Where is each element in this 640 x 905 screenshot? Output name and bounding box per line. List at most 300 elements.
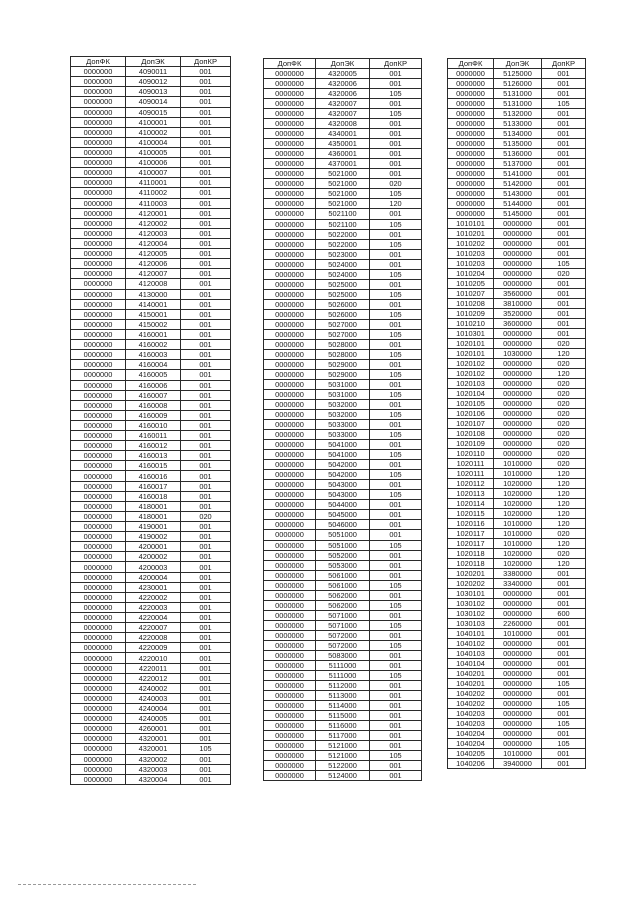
cell-fk: 1020103 xyxy=(448,379,494,389)
cell-ek: 5112000 xyxy=(316,680,370,690)
cell-kr: 001 xyxy=(370,139,422,149)
cell-fk: 0000000 xyxy=(71,188,126,198)
cell-kr: 001 xyxy=(542,309,586,319)
cell-fk: 0000000 xyxy=(264,79,316,89)
cell-ek: 5021000 xyxy=(316,179,370,189)
cell-fk: 0000000 xyxy=(71,350,126,360)
cell-fk: 0000000 xyxy=(71,87,126,97)
table-row xyxy=(264,480,422,490)
table-row xyxy=(448,549,586,559)
cell-kr: 020 xyxy=(542,379,586,389)
cell-fk: 1020118 xyxy=(448,559,494,569)
column-header-ek: ДопЭК xyxy=(126,57,181,67)
cell-ek: 4320007 xyxy=(316,109,370,119)
table-row xyxy=(71,592,231,602)
table-row xyxy=(448,499,586,509)
cell-kr: 001 xyxy=(370,530,422,540)
cell-ek: 1020000 xyxy=(494,499,542,509)
cell-fk: 1040206 xyxy=(448,759,494,769)
cell-kr: 001 xyxy=(181,390,231,400)
cell-ek: 5033000 xyxy=(316,420,370,430)
cell-ek: 5111000 xyxy=(316,660,370,670)
table-row xyxy=(71,481,231,491)
cell-ek: 5046000 xyxy=(316,520,370,530)
column-header-kr: ДопКР xyxy=(370,59,422,69)
cell-ek: 4180001 xyxy=(126,511,181,521)
cell-kr: 001 xyxy=(370,500,422,510)
cell-fk: 0000000 xyxy=(264,339,316,349)
table-row xyxy=(264,410,422,420)
cell-fk: 0000000 xyxy=(71,602,126,612)
cell-ek: 4220004 xyxy=(126,613,181,623)
cell-kr: 001 xyxy=(370,420,422,430)
cell-fk: 0000000 xyxy=(264,99,316,109)
table-row xyxy=(264,650,422,660)
cell-ek: 0000000 xyxy=(494,609,542,619)
cell-kr: 001 xyxy=(542,129,586,139)
cell-ek: 4220010 xyxy=(126,653,181,663)
cell-ek: 4120006 xyxy=(126,259,181,269)
cell-kr: 001 xyxy=(181,360,231,370)
table-row xyxy=(71,714,231,724)
table-row xyxy=(448,169,586,179)
cell-kr: 001 xyxy=(181,754,231,764)
cell-fk: 0000000 xyxy=(71,380,126,390)
cell-kr: 001 xyxy=(181,542,231,552)
table-row xyxy=(71,734,231,744)
cell-ek: 4320001 xyxy=(126,744,181,754)
cell-fk: 0000000 xyxy=(71,208,126,218)
table-row xyxy=(448,469,586,479)
cell-fk: 0000000 xyxy=(448,199,494,209)
cell-fk: 1020104 xyxy=(448,389,494,399)
cell-kr: 120 xyxy=(542,489,586,499)
cell-fk: 0000000 xyxy=(264,179,316,189)
cell-kr: 020 xyxy=(542,529,586,539)
cell-fk: 0000000 xyxy=(264,650,316,660)
cell-ek: 4100005 xyxy=(126,147,181,157)
cell-fk: 0000000 xyxy=(264,751,316,761)
cell-fk: 0000000 xyxy=(71,511,126,521)
cell-fk: 1040202 xyxy=(448,699,494,709)
cell-kr: 001 xyxy=(370,79,422,89)
cell-fk: 1040102 xyxy=(448,639,494,649)
table-row xyxy=(71,127,231,137)
cell-fk: 0000000 xyxy=(264,560,316,570)
table-row xyxy=(448,559,586,569)
cell-kr: 001 xyxy=(370,259,422,269)
cell-ek: 4220008 xyxy=(126,633,181,643)
table-row xyxy=(264,470,422,480)
table-row xyxy=(448,599,586,609)
table-row xyxy=(71,107,231,117)
table-row xyxy=(71,582,231,592)
column-header-fk: ДопФК xyxy=(264,59,316,69)
table-row xyxy=(264,169,422,179)
cell-kr: 001 xyxy=(542,219,586,229)
table-row xyxy=(448,589,586,599)
table-row xyxy=(264,690,422,700)
table-row xyxy=(71,158,231,168)
table-row xyxy=(264,640,422,650)
cell-fk: 0000000 xyxy=(264,550,316,560)
cell-kr: 105 xyxy=(370,580,422,590)
cell-ek: 5121000 xyxy=(316,741,370,751)
cell-fk: 0000000 xyxy=(71,491,126,501)
cell-ek: 4160013 xyxy=(126,451,181,461)
cell-fk: 0000000 xyxy=(71,400,126,410)
table-row xyxy=(264,701,422,711)
cell-ek: 5062000 xyxy=(316,600,370,610)
cell-kr: 001 xyxy=(181,734,231,744)
cell-ek: 0000000 xyxy=(494,689,542,699)
cell-ek: 5024000 xyxy=(316,259,370,269)
cell-fk: 0000000 xyxy=(448,129,494,139)
cell-ek: 4220012 xyxy=(126,673,181,683)
cell-fk: 0000000 xyxy=(264,440,316,450)
table-row xyxy=(264,570,422,580)
cell-kr: 001 xyxy=(370,630,422,640)
cell-ek: 4090014 xyxy=(126,97,181,107)
cell-fk: 0000000 xyxy=(264,299,316,309)
cell-kr: 020 xyxy=(542,429,586,439)
cell-ek: 1020000 xyxy=(494,549,542,559)
cell-ek: 0000000 xyxy=(494,409,542,419)
cell-kr: 001 xyxy=(370,249,422,259)
cell-fk: 1040202 xyxy=(448,689,494,699)
cell-ek: 4160001 xyxy=(126,329,181,339)
cell-fk: 0000000 xyxy=(264,209,316,219)
table-row xyxy=(264,670,422,680)
cell-kr: 001 xyxy=(370,680,422,690)
cell-kr: 001 xyxy=(542,179,586,189)
table-row xyxy=(264,259,422,269)
table-row xyxy=(71,693,231,703)
cell-ek: 4160006 xyxy=(126,380,181,390)
cell-kr: 001 xyxy=(370,660,422,670)
cell-kr: 001 xyxy=(370,550,422,560)
cell-fk: 0000000 xyxy=(264,199,316,209)
cell-ek: 4220002 xyxy=(126,592,181,602)
table-row xyxy=(264,490,422,500)
table-row xyxy=(448,209,586,219)
cell-fk: 1020105 xyxy=(448,399,494,409)
cell-fk: 0000000 xyxy=(264,229,316,239)
cell-ek: 5032000 xyxy=(316,400,370,410)
cell-kr: 105 xyxy=(370,620,422,630)
table-row xyxy=(448,519,586,529)
cell-ek: 4360001 xyxy=(316,149,370,159)
table-row xyxy=(448,639,586,649)
cell-fk: 1010203 xyxy=(448,259,494,269)
cell-kr: 001 xyxy=(181,431,231,441)
table-row xyxy=(71,188,231,198)
cell-fk: 0000000 xyxy=(264,670,316,680)
cell-ek: 4320004 xyxy=(126,774,181,784)
cell-fk: 0000000 xyxy=(71,370,126,380)
cell-ek: 4370001 xyxy=(316,159,370,169)
cell-ek: 4130000 xyxy=(126,289,181,299)
table-row xyxy=(71,289,231,299)
cell-ek: 5031000 xyxy=(316,390,370,400)
table-row xyxy=(264,219,422,229)
cell-fk: 0000000 xyxy=(448,149,494,159)
cell-ek: 0000000 xyxy=(494,379,542,389)
cell-ek: 4110001 xyxy=(126,178,181,188)
cell-fk: 1020112 xyxy=(448,479,494,489)
cell-ek: 5043000 xyxy=(316,490,370,500)
cell-fk: 0000000 xyxy=(71,572,126,582)
table-row xyxy=(71,329,231,339)
table-row xyxy=(71,147,231,157)
cell-ek: 5135000 xyxy=(494,139,542,149)
cell-fk: 0000000 xyxy=(71,329,126,339)
table-row xyxy=(448,569,586,579)
cell-fk: 0000000 xyxy=(264,450,316,460)
cell-fk: 0000000 xyxy=(71,97,126,107)
table-row xyxy=(448,199,586,209)
cell-kr: 001 xyxy=(181,451,231,461)
cell-ek: 0000000 xyxy=(494,679,542,689)
cell-ek: 4090015 xyxy=(126,107,181,117)
cell-fk: 0000000 xyxy=(71,633,126,643)
cell-fk: 1040103 xyxy=(448,649,494,659)
table-row xyxy=(264,159,422,169)
table-row xyxy=(71,360,231,370)
cell-fk: 0000000 xyxy=(448,119,494,129)
cell-ek: 1010000 xyxy=(494,469,542,479)
table-row xyxy=(448,669,586,679)
cell-kr: 001 xyxy=(370,721,422,731)
cell-fk: 0000000 xyxy=(448,189,494,199)
cell-fk: 0000000 xyxy=(264,510,316,520)
cell-ek: 5021000 xyxy=(316,199,370,209)
cell-ek: 5144000 xyxy=(494,199,542,209)
table-row xyxy=(71,370,231,380)
cell-kr: 120 xyxy=(542,369,586,379)
cell-fk: 0000000 xyxy=(264,741,316,751)
table-row xyxy=(71,542,231,552)
cell-fk: 0000000 xyxy=(264,239,316,249)
cell-kr: 001 xyxy=(370,209,422,219)
cell-ek: 1010000 xyxy=(494,529,542,539)
cell-kr: 001 xyxy=(542,639,586,649)
table-row xyxy=(264,69,422,79)
table-row xyxy=(264,199,422,209)
cell-ek: 5045000 xyxy=(316,510,370,520)
cell-ek: 5051000 xyxy=(316,540,370,550)
table-row xyxy=(448,689,586,699)
cell-ek: 5113000 xyxy=(316,690,370,700)
cell-kr: 020 xyxy=(542,419,586,429)
header-row xyxy=(448,59,586,69)
table-row xyxy=(264,299,422,309)
cell-fk: 0000000 xyxy=(71,117,126,127)
cell-fk: 1040101 xyxy=(448,629,494,639)
cell-ek: 1010000 xyxy=(494,629,542,639)
cell-kr: 001 xyxy=(181,168,231,178)
table-row xyxy=(448,719,586,729)
cell-ek: 3520000 xyxy=(494,309,542,319)
cell-kr: 105 xyxy=(542,739,586,749)
table-row xyxy=(264,420,422,430)
cell-kr: 001 xyxy=(181,238,231,248)
cell-kr: 001 xyxy=(542,689,586,699)
cell-fk: 1010301 xyxy=(448,329,494,339)
cell-kr: 001 xyxy=(542,749,586,759)
cell-kr: 001 xyxy=(181,158,231,168)
cell-ek: 5072000 xyxy=(316,640,370,650)
table-row xyxy=(71,774,231,784)
table-row xyxy=(264,119,422,129)
table-row xyxy=(448,749,586,759)
cell-kr: 001 xyxy=(181,127,231,137)
table-row xyxy=(264,540,422,550)
cell-fk: 0000000 xyxy=(264,540,316,550)
cell-kr: 001 xyxy=(181,269,231,279)
table-row xyxy=(448,459,586,469)
table-row xyxy=(71,744,231,754)
cell-ek: 1020000 xyxy=(494,509,542,519)
cell-fk: 0000000 xyxy=(264,400,316,410)
cell-ek: 4120005 xyxy=(126,249,181,259)
table-row xyxy=(264,99,422,109)
header-row xyxy=(264,59,422,69)
cell-kr: 001 xyxy=(542,239,586,249)
cell-ek: 4350001 xyxy=(316,139,370,149)
cell-fk: 1020102 xyxy=(448,359,494,369)
cell-ek: 0000000 xyxy=(494,729,542,739)
table-row xyxy=(264,600,422,610)
cell-fk: 0000000 xyxy=(448,89,494,99)
cell-fk: 1030103 xyxy=(448,619,494,629)
cell-ek: 0000000 xyxy=(494,589,542,599)
cell-fk: 1010203 xyxy=(448,249,494,259)
table-row xyxy=(448,449,586,459)
table-row xyxy=(448,649,586,659)
cell-kr: 001 xyxy=(542,119,586,129)
cell-fk: 0000000 xyxy=(71,309,126,319)
cell-kr: 001 xyxy=(181,501,231,511)
cell-ek: 5021000 xyxy=(316,189,370,199)
table-row xyxy=(71,623,231,633)
cell-ek: 4120004 xyxy=(126,238,181,248)
table-row xyxy=(71,643,231,653)
cell-kr: 001 xyxy=(370,701,422,711)
table-row xyxy=(71,461,231,471)
table-row xyxy=(448,149,586,159)
cell-kr: 001 xyxy=(181,329,231,339)
cell-kr: 001 xyxy=(181,441,231,451)
cell-kr: 001 xyxy=(181,693,231,703)
cell-fk: 0000000 xyxy=(71,279,126,289)
cell-fk: 0000000 xyxy=(264,129,316,139)
cell-ek: 3810000 xyxy=(494,299,542,309)
cell-fk: 0000000 xyxy=(448,159,494,169)
cell-kr: 001 xyxy=(542,589,586,599)
cell-ek: 5111000 xyxy=(316,670,370,680)
cell-fk: 0000000 xyxy=(71,249,126,259)
cell-ek: 1010000 xyxy=(494,519,542,529)
header-row xyxy=(71,57,231,67)
cell-ek: 0000000 xyxy=(494,599,542,609)
table-row xyxy=(448,429,586,439)
cell-ek: 4140001 xyxy=(126,299,181,309)
cell-kr: 001 xyxy=(542,169,586,179)
table-row xyxy=(71,673,231,683)
table-row xyxy=(448,609,586,619)
cell-fk: 1020201 xyxy=(448,569,494,579)
cell-kr: 105 xyxy=(370,189,422,199)
cell-fk: 0000000 xyxy=(264,119,316,129)
table-row xyxy=(71,249,231,259)
cell-fk: 0000000 xyxy=(264,169,316,179)
cell-ek: 4190001 xyxy=(126,522,181,532)
table-row xyxy=(71,552,231,562)
table-row xyxy=(71,279,231,289)
table-row xyxy=(264,89,422,99)
cell-ek: 4110003 xyxy=(126,198,181,208)
cell-fk: 1020113 xyxy=(448,489,494,499)
cell-fk: 0000000 xyxy=(264,530,316,540)
cell-kr: 120 xyxy=(542,519,586,529)
cell-fk: 0000000 xyxy=(71,360,126,370)
cell-fk: 0000000 xyxy=(71,653,126,663)
cell-kr: 001 xyxy=(181,299,231,309)
cell-ek: 4090012 xyxy=(126,77,181,87)
table-row xyxy=(71,501,231,511)
table-row xyxy=(71,218,231,228)
table-row xyxy=(448,439,586,449)
cell-fk: 0000000 xyxy=(264,189,316,199)
cell-kr: 001 xyxy=(181,97,231,107)
table-row xyxy=(71,653,231,663)
table-row xyxy=(264,279,422,289)
table-row xyxy=(264,179,422,189)
cell-ek: 4090011 xyxy=(126,67,181,77)
cell-fk: 1010207 xyxy=(448,289,494,299)
cell-fk: 0000000 xyxy=(264,701,316,711)
cell-kr: 001 xyxy=(370,741,422,751)
cell-ek: 0000000 xyxy=(494,239,542,249)
table-row xyxy=(71,67,231,77)
cell-kr: 001 xyxy=(370,761,422,771)
cell-ek: 5028000 xyxy=(316,339,370,349)
cell-fk: 0000000 xyxy=(448,109,494,119)
cell-kr: 105 xyxy=(370,540,422,550)
cell-kr: 001 xyxy=(181,309,231,319)
cell-ek: 5143000 xyxy=(494,189,542,199)
cell-ek: 0000000 xyxy=(494,279,542,289)
table-row xyxy=(71,228,231,238)
cell-ek: 4160004 xyxy=(126,360,181,370)
table-row xyxy=(71,491,231,501)
column-header-ek: ДопЭК xyxy=(494,59,542,69)
table-row xyxy=(71,420,231,430)
cell-kr: 001 xyxy=(181,107,231,117)
cell-ek: 5052000 xyxy=(316,550,370,560)
table-row xyxy=(71,511,231,521)
cell-ek: 5041000 xyxy=(316,450,370,460)
cell-fk: 1010101 xyxy=(448,219,494,229)
table-row xyxy=(448,139,586,149)
cell-fk: 0000000 xyxy=(71,147,126,157)
cell-fk: 1040205 xyxy=(448,749,494,759)
cell-ek: 4220009 xyxy=(126,643,181,653)
table-row xyxy=(71,441,231,451)
cell-kr: 001 xyxy=(181,117,231,127)
cell-ek: 0000000 xyxy=(494,659,542,669)
